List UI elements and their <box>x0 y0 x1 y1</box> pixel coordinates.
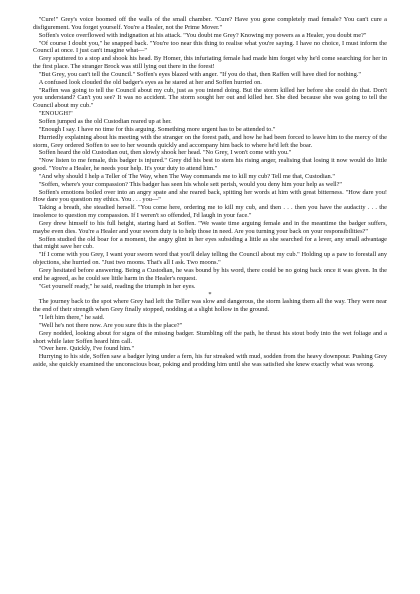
scene-break: * <box>208 290 212 298</box>
paragraph: Grey nodded, looking about for signs of the missing badger. Stumbling off the path, he thrust his stout body into the wet foliage and a short while later Soffen heard him call. <box>33 329 387 345</box>
paragraph: Soffen's voice overflowed with indignation at his attack. "You doubt me Grey? Knowing my powers as a Healer, you doubt me?" <box>38 31 367 39</box>
paragraph: "ENOUGH!" <box>38 110 73 118</box>
paragraph: "Now listen to me female, this badger is injured." Grey did his best to stem his rising anger, realising that losing it now would do little good. "You're a Healer, he needs your help. It's your duty to attend him." <box>33 157 387 173</box>
paragraph: Soffen's emotions boiled over into an angry spate and she reared back, spitting her words at him with great bitterness. "How dare you! How dare you question my ethics. You . . . you—" <box>33 188 387 204</box>
paragraph: "Enough I say. I have no time for this arguing. Something more urgent has to be attended to." <box>38 125 276 133</box>
paragraph: Taking a breath, she steadied herself. "You come here, ordering me to kill my cub, and then . . . then you have the audacity . . . the insolence to question my compassion. If I weren't so offended, I'd laugh in your face." <box>33 204 387 220</box>
paragraph: "And why should I help a Teller of The Way, when The Way commands me to kill my cub? Tell me that, Custodian." <box>38 172 335 180</box>
paragraph: "Cure!" Grey's voice boomed off the walls of the small chamber. "Cure? Have you gone completely mad female? You can't cure a disfigurement. You forget yourself. You're a Healer, not the Prime Mover." <box>33 16 387 31</box>
paragraph: "Raffen was going to tell the Council about my cub, just as you intend doing. But the storm killed her before she could do that. Don't you understand? Can't you see? It was no accident. The storm sought her out and killed her. She died because she was going to tell the Council about my cub." <box>33 86 387 110</box>
paragraph: "Over here. Quickly, I've found him." <box>38 345 135 353</box>
paragraph: Soffen studied the old boar for a moment, the angry glint in her eyes subsiding a little as she searched for a lever, any small advantage that might save her cub. <box>33 235 387 251</box>
paragraph: Hurrying to his side, Soffen saw a badger lying under a fern, his fur streaked with mud, sodden from the heavy downpour. Pushing Grey aside, she quickly examined the unconscious boar, poking and prodding him until she was satisfied she knew exactly what was wrong. <box>33 353 387 369</box>
paragraph: Grey hesitated before answering. Being a Custodian, he was bound by his word, there could be no going back once it was given. In the end he agreed, as he could see little harm in the Healer's request. <box>33 267 387 282</box>
paragraph: The journey back to the spot where Grey had left the Teller was slow and dangerous, the storm lashing them all the way. They were near the end of their strength when Grey finally stopped, nodding at a slight hollow in the ground. <box>33 298 387 314</box>
paragraph: Grey drew himself to his full height, staring hard at Soffen. "We waste time arguing female and in the meantime the badger suffers, maybe even dies. You're a Healer and your sworn duty is to help those in need. Are you turning your back on your responsibilities?" <box>33 219 387 235</box>
paragraph: "If I come with you Grey, I want your sworn word that you'll delay telling the Council about my cub." Holding up a paw to forestall any objections, she hurried on. "Just two moons. That's all I ask. Two moons." <box>33 251 387 267</box>
paragraph: "Well he's not there now. Are you sure this is the place?" <box>38 321 183 329</box>
paragraph: A confused look clouded the old badger's eyes as he stared at her and Soffen hurried on. <box>38 78 262 86</box>
paragraph: "But Grey, you can't tell the Council." Soffen's eyes blazed with anger. "If you do that, then Raffen will have died for nothing." <box>38 70 361 78</box>
paragraph: "Get yourself ready," he said, reading the triumph in her eyes. <box>38 282 196 290</box>
paragraph: Soffen jumped as the old Custodian reared up at her. <box>38 117 172 125</box>
paragraph: Hurriedly explaining about his meeting with the stranger on the forest path, and how he had been forced to leave him to the mercy of the storm, Grey ordered Soffen to see to her wounds quickly and accompany him back to where he'd left the boar. <box>33 133 387 149</box>
paragraph: "Soffen, where's your compassion? This badger has seen his whole sett perish, would you deny him your help as well?" <box>38 180 343 188</box>
paragraph: Grey sputtered to a stop and shook his head. By Homer, this infuriating female had made him forget why he'd come searching for her in the first place. The stranger Brock was still lying out there in the forest! <box>33 55 387 71</box>
paragraph: "Of course I doubt you," he snapped back. "You're too near this thing to realise what you're saying. I have no choice, I must inform the Council at once. I just can't imagine what—" <box>33 39 387 55</box>
paragraph: Soffen heard the old Custodian out, then slowly shook her head. "No Grey, I won't come with you." <box>38 149 292 157</box>
paragraph: "I left him there," he said. <box>38 314 105 322</box>
